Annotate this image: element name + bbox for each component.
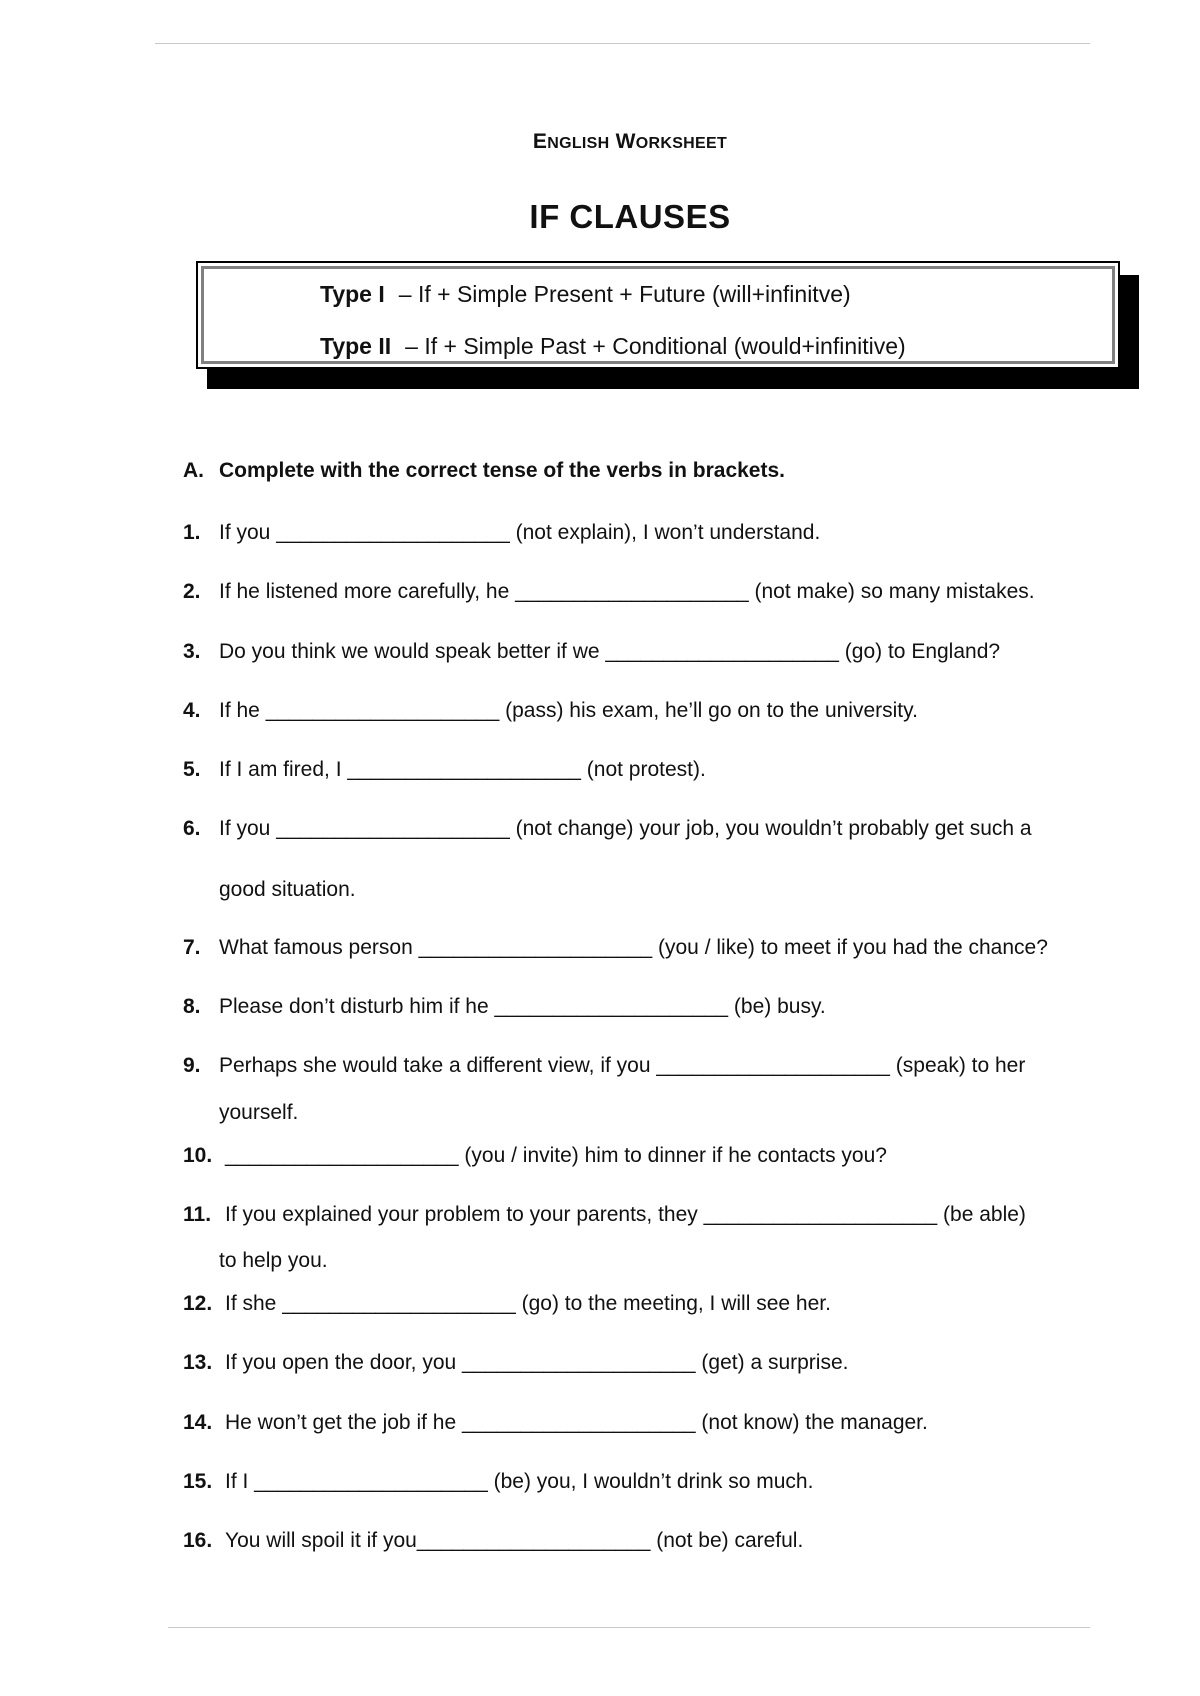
rule-type-1-label: Type I — [320, 281, 385, 307]
item-number: 6. — [183, 817, 201, 840]
item-number: 16. — [183, 1529, 213, 1552]
exercise-item-6-continuation: good situation. — [219, 878, 356, 901]
item-text: If you explained your problem to your parents, they ____________________ (be able) — [225, 1203, 1026, 1226]
item-number: 14. — [183, 1411, 213, 1434]
rule-type-2-label: Type II — [320, 333, 392, 359]
item-text: If she ____________________ (go) to the meeting, I will see her. — [225, 1292, 831, 1315]
item-text: Do you think we would speak better if we ____________________ (go) to England? — [219, 640, 1001, 663]
footer-rule — [168, 1627, 1090, 1628]
item-number: 4. — [183, 699, 201, 722]
item-text: If you open the door, you ____________________ (get) a surprise. — [225, 1351, 849, 1374]
item-number: 3. — [183, 640, 201, 663]
item-number: 12. — [183, 1292, 213, 1315]
section-a-heading — [183, 459, 785, 483]
item-number: 13. — [183, 1351, 213, 1374]
rule-type-1 — [320, 281, 851, 308]
exercise-item-9-continuation: yourself. — [219, 1101, 299, 1124]
item-number: 1. — [183, 521, 201, 544]
item-text: Perhaps she would take a different view, if you ____________________ (speak) to her — [219, 1054, 1026, 1077]
item-text: If he listened more carefully, he ____________________ (not make) so many mistakes. — [219, 580, 1035, 603]
item-text: If I am fired, I ____________________ (not protest). — [219, 758, 706, 781]
item-text: If I ____________________ (be) you, I wouldn’t drink so much. — [225, 1470, 814, 1493]
item-number: 9. — [183, 1054, 201, 1077]
section-instruction: Complete with the correct tense of the verbs in brackets. — [219, 459, 785, 482]
rule-type-2 — [320, 333, 906, 360]
rule-type-2-text: – If + Simple Past + Conditional (would+infinitive) — [405, 333, 906, 359]
worksheet-eyebrow: ENGLISH WORKSHEET — [532, 130, 728, 153]
item-text: If he ____________________ (pass) his exam, he’ll go on to the university. — [219, 699, 918, 722]
item-number: 2. — [183, 580, 201, 603]
item-number: 10. — [183, 1144, 213, 1167]
section-letter: A. — [183, 459, 204, 482]
item-number: 7. — [183, 936, 201, 959]
item-text: If you ____________________ (not change) your job, you wouldn’t probably get such a — [219, 817, 1032, 840]
item-number: 8. — [183, 995, 201, 1018]
item-number: 11. — [183, 1203, 212, 1226]
rule-type-1-text: – If + Simple Present + Future (will+infinitve) — [398, 281, 851, 307]
item-number: 5. — [183, 758, 201, 781]
item-number: 15. — [183, 1470, 213, 1493]
item-text: You will spoil it if you____________________ (not be) careful. — [225, 1529, 804, 1552]
item-text: ____________________ (you / invite) him to dinner if he contacts you? — [225, 1144, 887, 1167]
page-title: IF CLAUSES — [529, 198, 731, 235]
item-text: What famous person ____________________ (you / like) to meet if you had the chance? — [219, 936, 1048, 959]
exercise-item-11-continuation: to help you. — [219, 1249, 328, 1272]
item-text: If you ____________________ (not explain), I won’t understand. — [219, 521, 821, 544]
item-text: Please don’t disturb him if he ____________________ (be) busy. — [219, 995, 826, 1018]
item-text: He won’t get the job if he ____________________ (not know) the manager. — [225, 1411, 928, 1434]
header-rule — [155, 43, 1090, 44]
